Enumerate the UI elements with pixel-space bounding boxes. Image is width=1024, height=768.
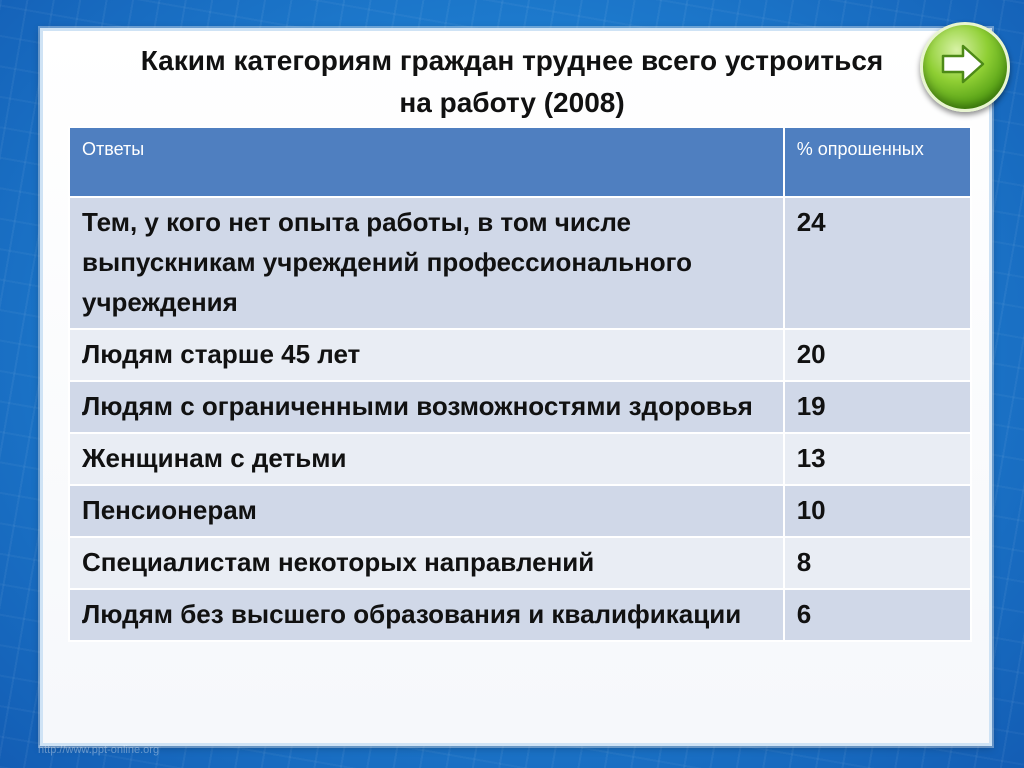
percent-cell: 6	[784, 589, 971, 641]
table-row	[69, 329, 971, 381]
footer-watermark: http://www.ppt-online.org	[38, 744, 160, 756]
slide-title	[0, 40, 1024, 124]
percent-cell: 20	[784, 329, 971, 381]
next-slide-button[interactable]	[920, 22, 1010, 112]
percent-cell: 10	[784, 485, 971, 537]
answer-cell: Людям старше 45 лет	[69, 329, 784, 381]
table-row	[69, 589, 971, 641]
header-percent: % опрошенных	[784, 127, 971, 197]
percent-cell: 8	[784, 537, 971, 589]
answer-cell: Пенсионерам	[69, 485, 784, 537]
answer-cell: Тем, у кого нет опыта работы, в том числе выпускникам учреждений профессионального учреждения	[69, 197, 784, 329]
percent-cell: 24	[784, 197, 971, 329]
percent-cell: 19	[784, 381, 971, 433]
slide-title-line-2: на работу (2008)	[399, 87, 625, 118]
table-row	[69, 485, 971, 537]
slide-title-line-1: Каким категориям граждан труднее всего устроиться	[140, 45, 884, 76]
table-row	[69, 433, 971, 485]
table-row	[69, 537, 971, 589]
arrow-right-icon	[939, 42, 987, 86]
percent-cell: 13	[784, 433, 971, 485]
answer-cell: Людям без высшего образования и квалификации	[69, 589, 784, 641]
answer-cell: Людям с ограниченными возможностями здоровья	[69, 381, 784, 433]
table-header-row	[69, 127, 971, 197]
table-row	[69, 381, 971, 433]
answer-cell: Женщинам с детьми	[69, 433, 784, 485]
answer-cell: Специалистам некоторых направлений	[69, 537, 784, 589]
header-answers: Ответы	[69, 127, 784, 197]
survey-table	[68, 126, 972, 642]
table-row	[69, 197, 971, 329]
